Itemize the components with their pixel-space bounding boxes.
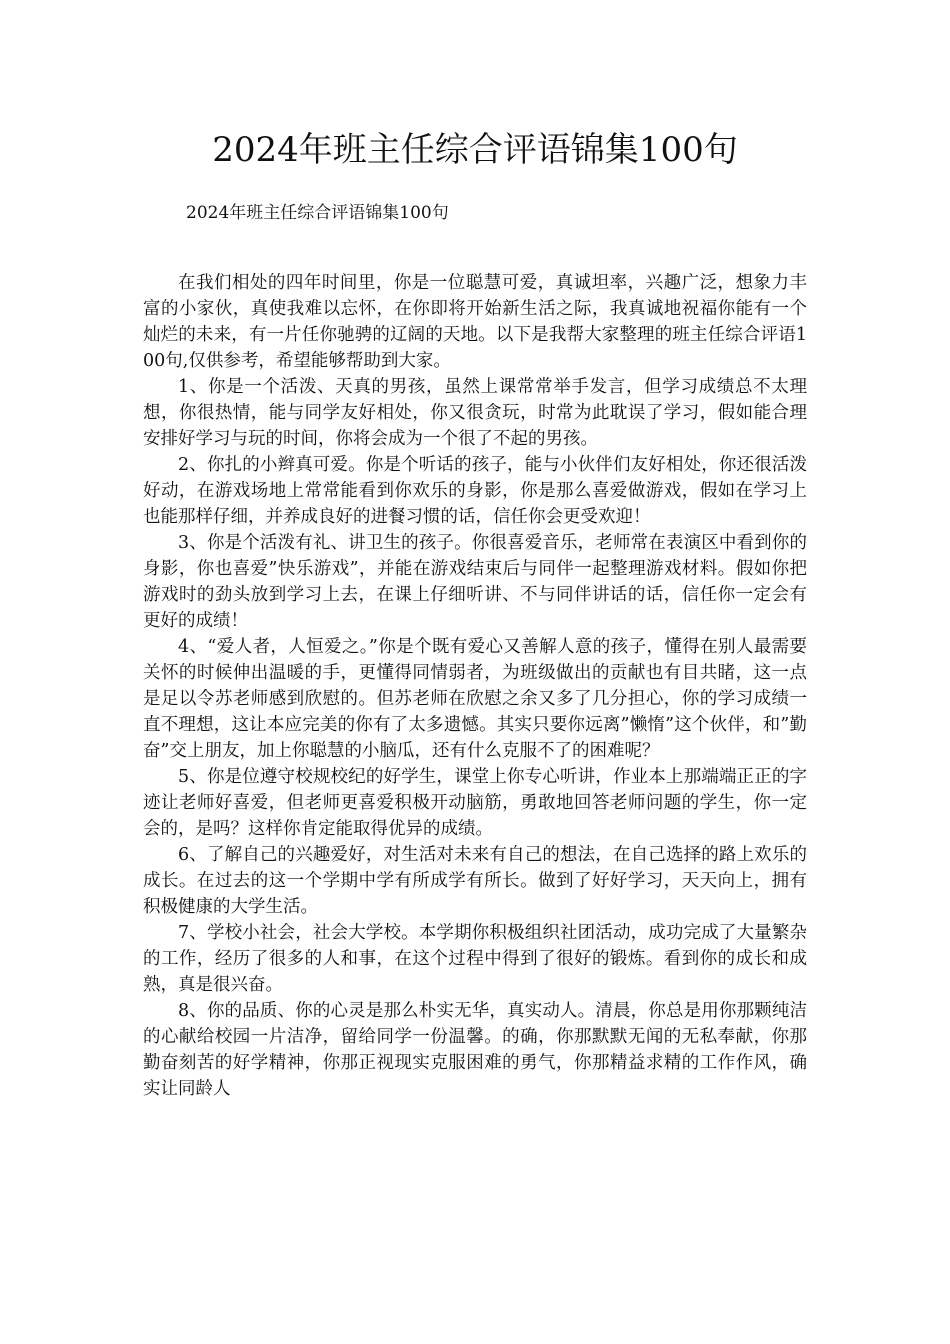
comment-paragraph-8: 8、你的品质、你的心灵是那么朴实无华，真实动人。清晨，你总是用你那颗纯洁的心献给校园一片洁净，留给同学一份温馨。的确，你那默默无闻的无私奉献，你那勤奋刻苦的好学精神，你那正视现实克服困难的勇气，你那精益求精的工作作风，确实让同龄人 [143,1001,807,1099]
comment-paragraph-1: 1、你是一个活泼、天真的男孩，虽然上课常常举手发言，但学习成绩总不太理想，你很热情，能与同学友好相处，你又很贪玩，时常为此耽误了学习，假如能合理安排好学习与玩的时间，你将会成为一个很了不起的男孩。 [143,377,807,449]
document-title: 2024年班主任综合评语锦集100句 [212,130,738,170]
comment-paragraph-7: 7、学校小社会，社会大学校。本学期你积极组织社团活动，成功完成了大量繁杂的工作，经历了很多的人和事，在这个过程中得到了很好的锻炼。看到你的成长和成熟，真是很兴奋。 [143,923,807,995]
document-subtitle: 2024年班主任综合评语锦集100句 [186,203,449,223]
comment-paragraph-2: 2、你扎的小辫真可爱。你是个听话的孩子，能与小伙伴们友好相处，你还很活泼好动，在游戏场地上常常能看到你欢乐的身影，你是那么喜爱做游戏，假如在学习上也能那样仔细，并养成良好的进餐习惯的话，信任你会更受欢迎！ [143,455,807,527]
intro-paragraph: 在我们相处的四年时间里，你是一位聪慧可爱，真诚坦率，兴趣广泛，想象力丰富的小家伙，真使我难以忘怀，在你即将开始新生活之际，我真诚地祝福你能有一个灿烂的未来，有一片任你驰骋的辽阔的天地。以下是我帮大家整理的班主任综合评语100句,仅供参考，希望能够帮助到大家。 [143,273,807,371]
comment-paragraph-3: 3、你是个活泼有礼、讲卫生的孩子。你很喜爱音乐，老师常在表演区中看到你的身影，你也喜爱”快乐游戏”，并能在游戏结束后与同伴一起整理游戏材料。假如你把游戏时的劲头放到学习上去，在课上仔细听讲、不与同伴讲话的话，信任你一定会有更好的成绩！ [143,533,807,631]
comment-paragraph-4: 4、“爱人者，人恒爱之。”你是个既有爱心又善解人意的孩子，懂得在别人最需要关怀的时候伸出温暖的手，更懂得同情弱者，为班级做出的贡献也有目共睹，这一点是足以令苏老师感到欣慰的。但苏老师在欣慰之余又多了几分担心，你的学习成绩一直不理想，这让本应完美的你有了太多遗憾。其实只要你远离”懒惰”这个伙伴，和”勤奋”交上朋友，加上你聪慧的小脑瓜，还有什么克服不了的困难呢？ [143,637,807,761]
comment-paragraph-5: 5、你是位遵守校规校纪的好学生，课堂上你专心听讲，作业本上那端端正正的字迹让老师好喜爱，但老师更喜爱积极开动脑筋，勇敢地回答老师问题的学生，你一定会的，是吗？这样你肯定能取得优异的成绩。 [143,767,807,839]
comment-paragraph-6: 6、了解自己的兴趣爱好，对生活对未来有自己的想法，在自己选择的路上欢乐的成长。在过去的这一个学期中学有所成学有所长。做到了好好学习，天天向上，拥有积极健康的大学生活。 [143,845,807,917]
document-body [143,270,807,1102]
